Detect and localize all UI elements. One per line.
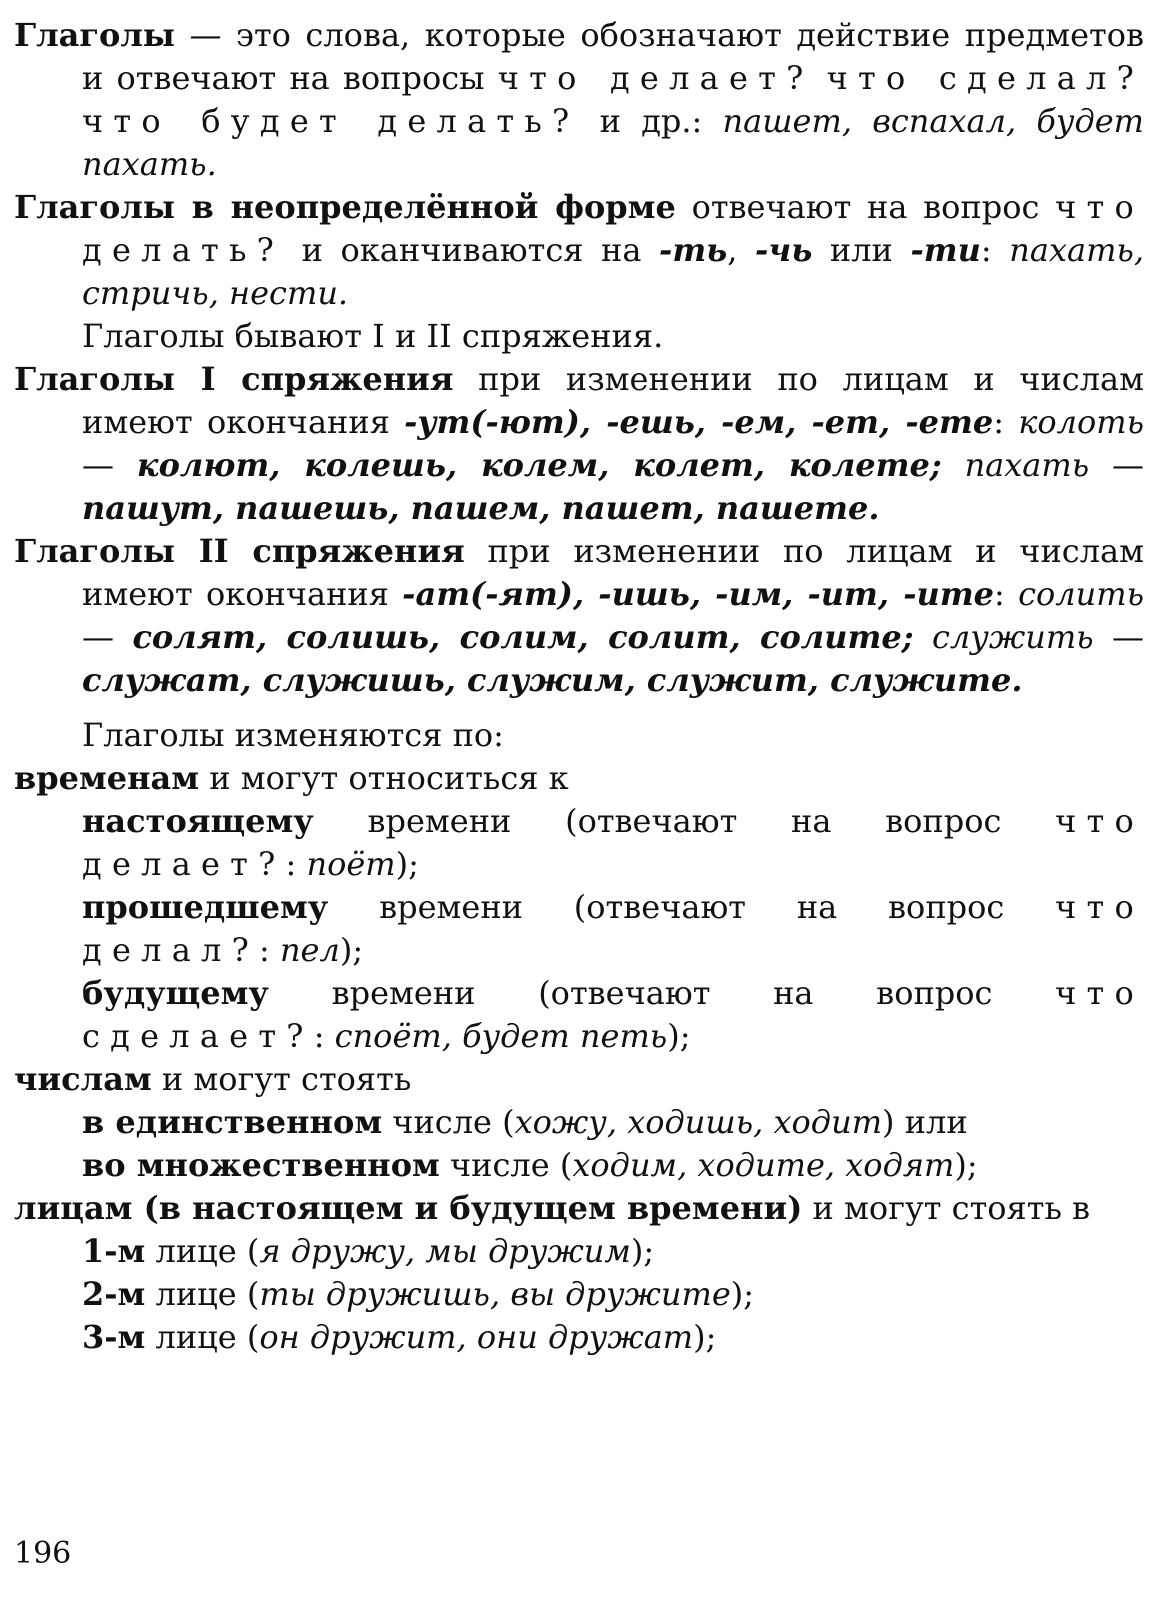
example-base: служить xyxy=(931,618,1094,656)
punctuation: ); xyxy=(667,1017,691,1055)
dash: — xyxy=(1093,618,1145,656)
item-text: времени (отвечают на вопрос xyxy=(313,802,1056,840)
dash: — xyxy=(1089,446,1145,484)
example-forms: солят, солишь, солим, солит, солите; xyxy=(132,618,914,656)
punctuation: : xyxy=(980,231,1010,269)
ending-ch: -чь xyxy=(755,231,813,269)
term-first-conjugation: Глаголы I спряжения xyxy=(14,360,454,398)
question-what-to-do: что делать? xyxy=(82,188,1145,269)
punctuation: ); xyxy=(693,1318,717,1356)
term-singular: в единственном xyxy=(82,1103,383,1141)
term-persons: лицам (в настоящем и будущем времени) xyxy=(14,1189,803,1227)
punctuation: : xyxy=(313,1017,335,1055)
plural-item xyxy=(14,1144,1144,1187)
term-second-conjugation: Глаголы II спряжения xyxy=(14,532,465,570)
term-future: будущему xyxy=(82,974,269,1012)
question-what-will-do: что будет делать? xyxy=(82,102,580,140)
definition-text: и могут относиться к xyxy=(199,759,569,797)
question-text: что делал? xyxy=(82,888,1144,969)
change-intro: Глаголы изменяются по: xyxy=(82,716,504,754)
item-text: числе ( xyxy=(439,1146,573,1184)
spacer xyxy=(942,446,965,484)
punctuation: ); xyxy=(630,1232,655,1270)
item-text: лице ( xyxy=(145,1232,260,1270)
term-tenses: временам xyxy=(14,759,200,797)
term-past: прошедшему xyxy=(82,888,329,926)
term-first-person: 1-м xyxy=(82,1232,146,1270)
punctuation: ); xyxy=(339,931,364,969)
example-text: хожу, ходишь, ходит xyxy=(514,1103,883,1141)
example-base: пахать xyxy=(964,446,1090,484)
punctuation: ); xyxy=(395,845,419,883)
endings-list: -ат(-ят), -ишь, -им, -ит, -ите xyxy=(402,575,995,613)
term-verbs: Глаголы xyxy=(14,16,175,54)
item-text: числе ( xyxy=(382,1103,515,1141)
present-tense-item xyxy=(14,800,1144,886)
question-what-did: что сделал? xyxy=(826,59,1145,97)
example-base: колоть xyxy=(1018,403,1145,441)
ending-ti: -ти xyxy=(910,231,981,269)
punctuation: : xyxy=(258,931,280,969)
question-what-does: что делает? xyxy=(497,59,814,97)
conjugation-note: Глаголы бывают I и II спряжения. xyxy=(82,317,664,355)
term-present: настоящему xyxy=(82,802,314,840)
example-text: пашет, вспахал, будет пахать. xyxy=(82,102,1144,183)
item-text: ) или xyxy=(882,1103,968,1141)
tenses-heading xyxy=(14,757,1144,800)
question-text: что сделает? xyxy=(82,974,1144,1055)
second-person-item xyxy=(14,1273,1144,1316)
example-text: ходим, ходите, ходят xyxy=(572,1146,955,1184)
example-base: солить xyxy=(1018,575,1145,613)
page-number: 196 xyxy=(14,1536,72,1571)
infinitive-definition xyxy=(14,186,1144,315)
third-person-item xyxy=(14,1316,1144,1359)
term-infinitive: Глаголы в неопределённой форме xyxy=(14,188,676,226)
second-conjugation-definition xyxy=(14,530,1144,702)
item-text: лице ( xyxy=(145,1275,260,1313)
verbs-definition xyxy=(14,14,1144,186)
question-text: что делает? xyxy=(82,802,1144,883)
example-text: ты дружишь, вы дружите xyxy=(259,1275,731,1313)
future-tense-item xyxy=(14,972,1144,1058)
first-person-item xyxy=(14,1230,1144,1273)
definition-text: отвечают на вопрос xyxy=(675,188,1056,226)
definition-text: при изменении по лицам и числам имеют окончания xyxy=(82,532,1145,613)
dash: — xyxy=(82,446,137,484)
term-second-person: 2-м xyxy=(82,1275,146,1313)
definition-text: или xyxy=(812,231,911,269)
example-text: поёт xyxy=(306,845,396,883)
definition-text: и др.: xyxy=(579,102,723,140)
example-text: пел xyxy=(279,931,340,969)
item-text: лице ( xyxy=(145,1318,260,1356)
example-forms: пашут, пашешь, пашем, пашет, пашете. xyxy=(82,489,880,527)
punctuation: ); xyxy=(730,1275,755,1313)
ending-ts: -ть xyxy=(659,231,728,269)
punctuation: , xyxy=(727,231,756,269)
definition-text: и оканчиваются на xyxy=(284,231,660,269)
example-forms: колют, колешь, колем, колет, колете; xyxy=(136,446,942,484)
item-text: времени (отвечают на вопрос xyxy=(268,974,1056,1012)
numbers-heading xyxy=(14,1058,1144,1101)
persons-heading xyxy=(14,1187,1144,1230)
definition-text: — это слова, которые обозначают действие предметов и отвечают на вопросы xyxy=(82,16,1144,97)
endings-list: -ут(-ют), -ешь, -ем, -ет, -ете xyxy=(404,403,994,441)
example-text: споёт, будет петь xyxy=(334,1017,668,1055)
term-third-person: 3-м xyxy=(82,1318,146,1356)
term-plural: во множественном xyxy=(82,1146,440,1184)
dash: — xyxy=(82,618,133,656)
definition-text: при изменении по лицам и числам имеют окончания xyxy=(82,360,1145,441)
punctuation: : xyxy=(994,575,1019,613)
definition-text: и могут стоять в xyxy=(802,1189,1091,1227)
past-tense-item xyxy=(14,886,1144,972)
example-text: пахать, стричь, нести. xyxy=(82,231,1145,312)
punctuation: : xyxy=(285,845,307,883)
example-forms: служат, служишь, служим, служит, служите. xyxy=(82,661,1023,699)
item-text: времени (отвечают на вопрос xyxy=(328,888,1056,926)
definition-text: и могут стоять xyxy=(151,1060,412,1098)
spacer xyxy=(914,618,932,656)
punctuation: : xyxy=(993,403,1019,441)
example-text: я дружу, мы дружим xyxy=(259,1232,631,1270)
spacer xyxy=(814,59,827,97)
punctuation: ); xyxy=(954,1146,978,1184)
example-text: он дружит, они дружат xyxy=(259,1318,694,1356)
term-numbers: числам xyxy=(14,1060,152,1098)
first-conjugation-definition xyxy=(14,358,1144,530)
singular-item xyxy=(14,1101,1144,1144)
